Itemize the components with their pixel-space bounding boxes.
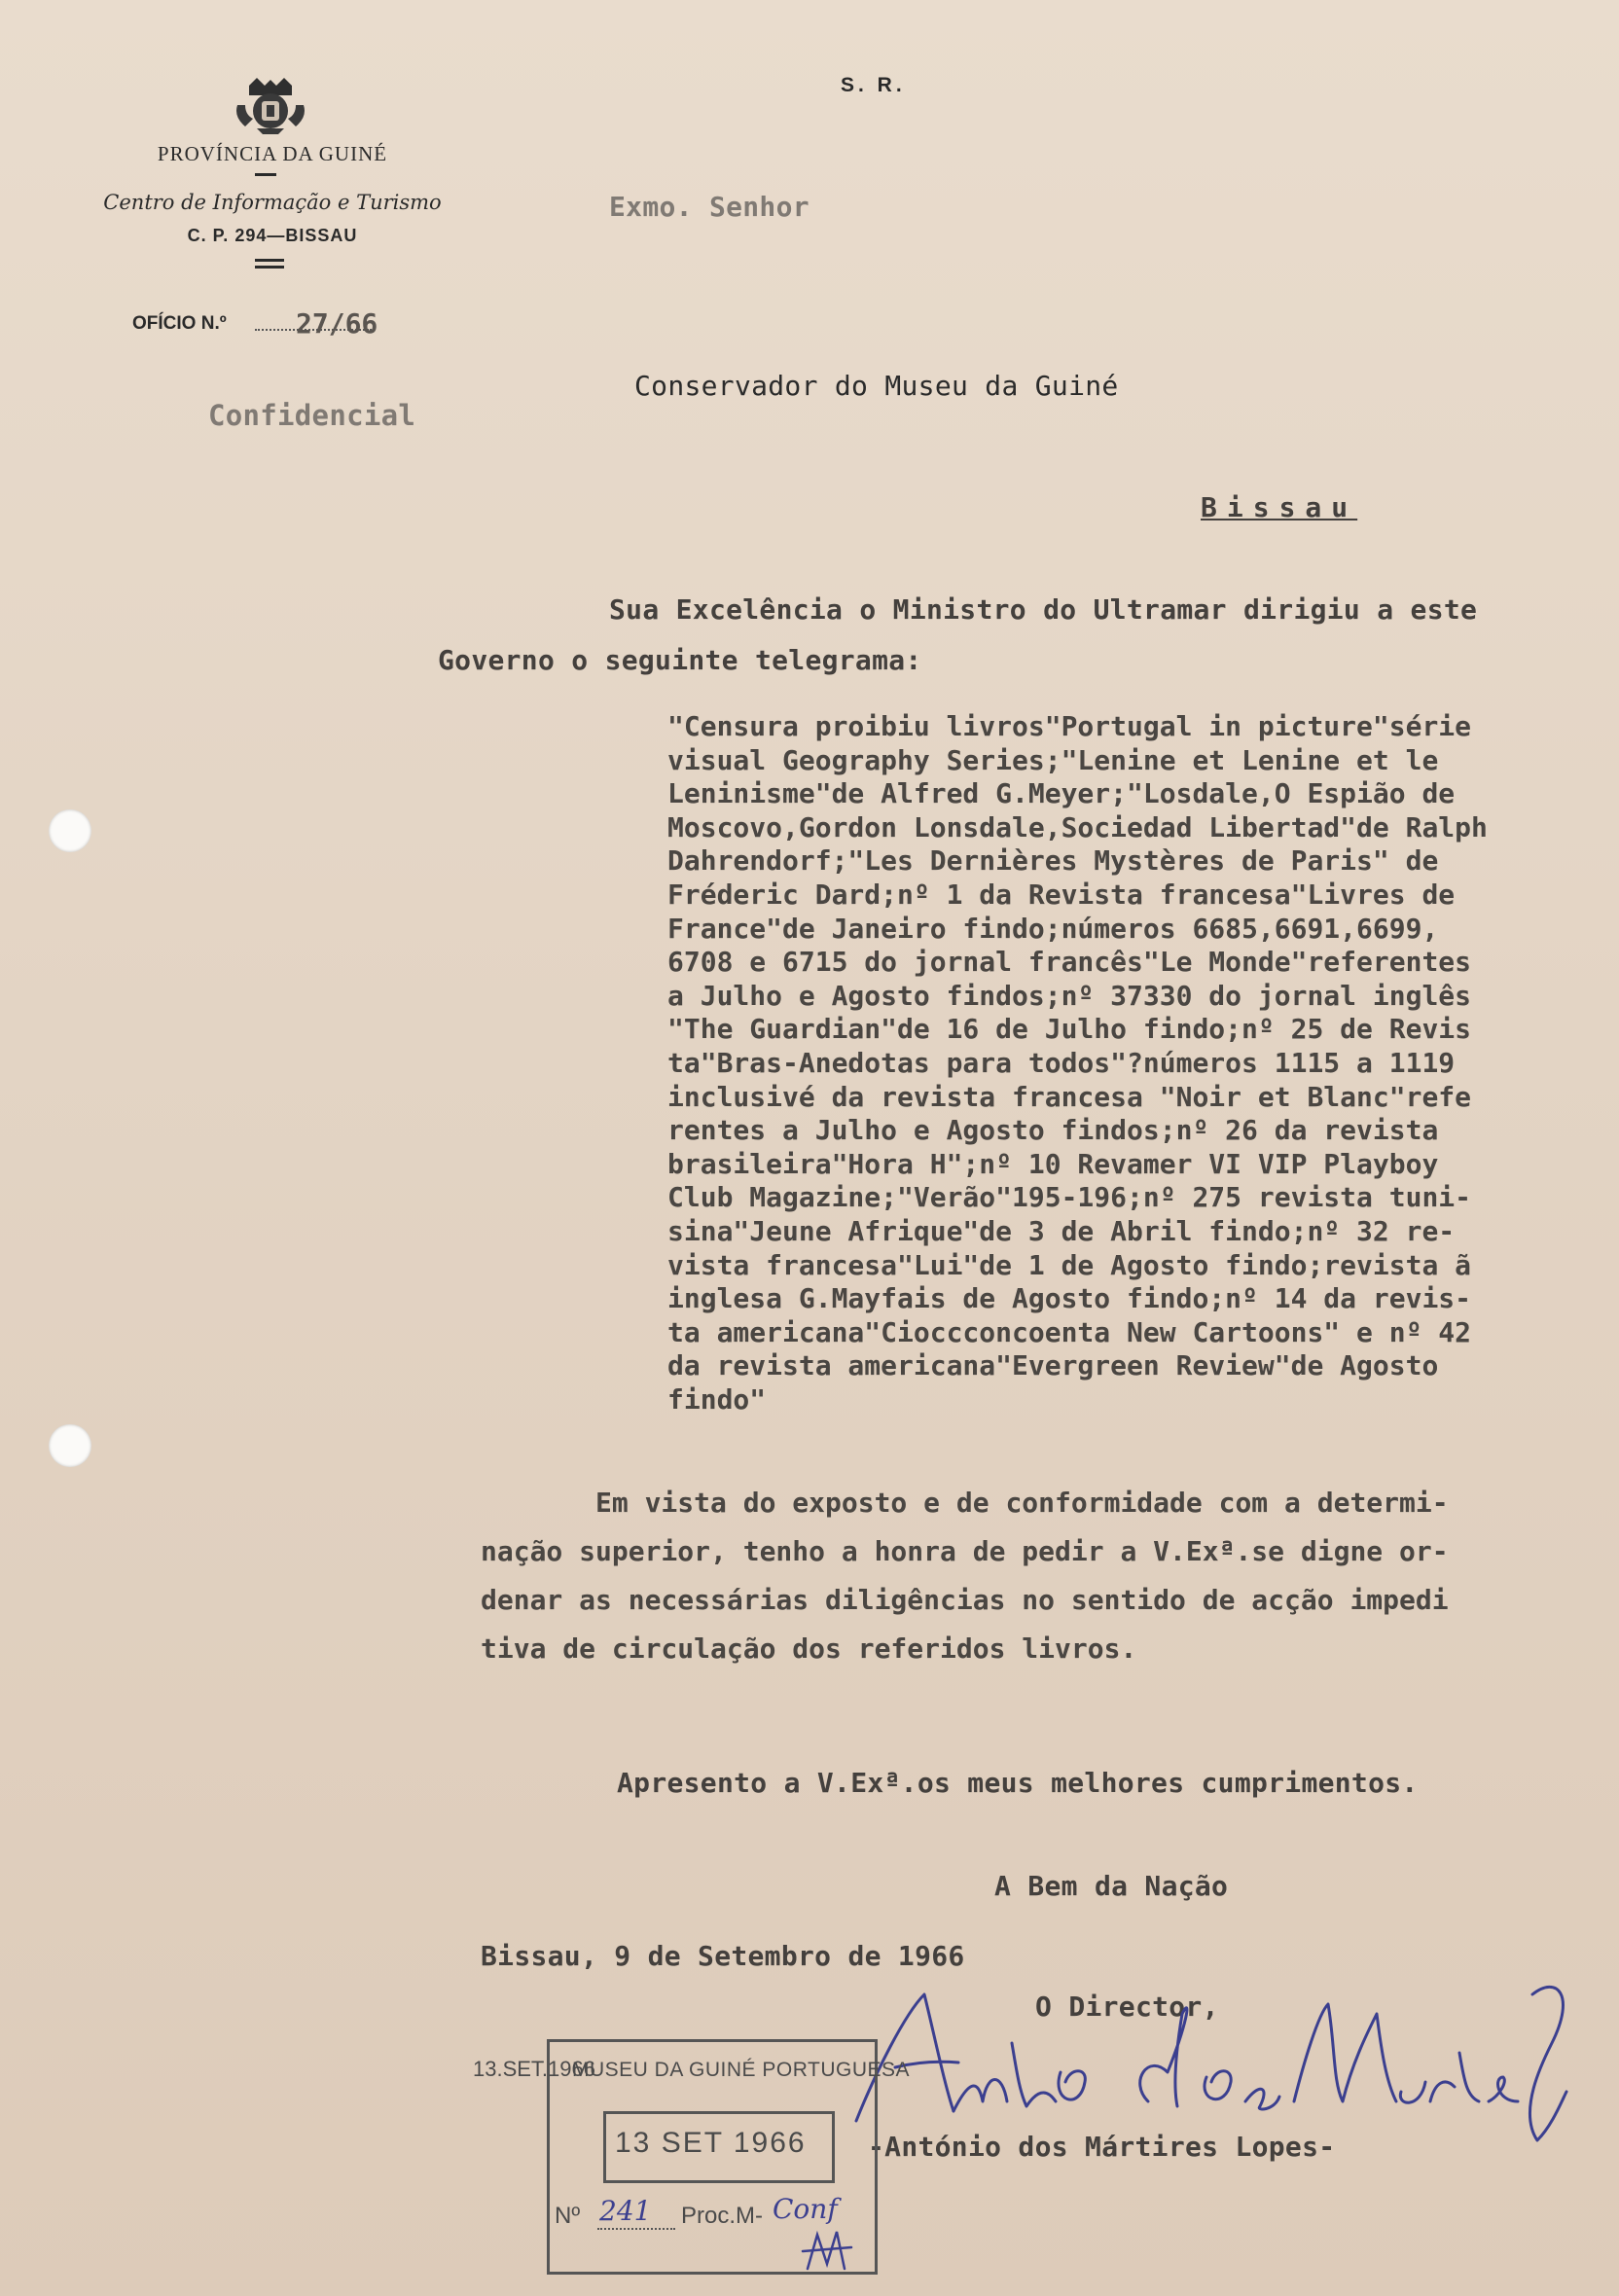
body-line: nação superior, tenho a honra de pedir a V.Exª.se digne or- [481, 1535, 1449, 1567]
telegram-line: sina"Jeune Afrique"de 3 de Abril findo;nº 32 re- [667, 1214, 1456, 1247]
handwritten-signature [837, 1955, 1605, 2160]
stamp-proc-label: Proc.M- [681, 2203, 763, 2229]
letterhead-divider [255, 259, 284, 262]
oficio-label: OFÍCIO N.º [132, 313, 227, 334]
stamp-date: 13 SET 1966 [615, 2127, 807, 2159]
telegram-line: ta americana"Cioccconcoenta New Cartoons" e nº 42 [667, 1315, 1472, 1348]
telegram-line: findo" [667, 1382, 767, 1416]
body-line: Em vista do exposto e de conformidade com a determi- [481, 1487, 1449, 1519]
stamp-dotted-line [597, 2228, 675, 2230]
stamp-no-value: 241 [599, 2195, 652, 2227]
telegram-line: Fréderic Dard;nº 1 da Revista francesa"Livres de [667, 878, 1456, 911]
telegram-line: rentes a Julho e Agosto findos;nº 26 da revista [667, 1114, 1439, 1147]
closing: Apresento a V.Exª.os meus melhores cumprimentos. [617, 1767, 1419, 1799]
motto: A Bem da Nação [994, 1870, 1229, 1902]
salutation: Exmo. Senhor [609, 191, 810, 223]
telegram-line: Club Magazine;"Verão"195-196;nº 275 revista tuni- [667, 1181, 1472, 1214]
telegram-line: visual Geography Series;"Lenine et Lenine et le [667, 743, 1439, 776]
telegram-line: vista francesa"Lui"de 1 de Agosto findo;revista ã [667, 1248, 1472, 1281]
signatory-name: -António dos Mártires Lopes- [868, 2131, 1336, 2163]
stamp-proc-value: Conf [773, 2193, 838, 2225]
telegram-line: Moscovo,Gordon Lonsdale,Sociedad Libertad"de Ralph [667, 810, 1488, 843]
classification: Confidencial [208, 399, 416, 432]
letterhead-divider [255, 173, 276, 176]
coat-of-arms-icon [232, 76, 309, 136]
telegram-line: ta"Bras-Anedotas para todos"?números 1115 a 1119 [667, 1046, 1456, 1079]
telegram-line: a Julho e Agosto findos;nº 37330 do jornal inglês [667, 979, 1472, 1012]
telegram-line: brasileira"Hora H";nº 10 Revamer VI VIP Playboy [667, 1147, 1439, 1180]
letterhead-address: C. P. 294—BISSAU [187, 226, 358, 245]
telegram-line: "Censura proibiu livros"Portugal in picture"série [667, 710, 1472, 742]
telegram-line: "The Guardian"de 16 de Julho findo;nº 25 de Revis [667, 1013, 1472, 1046]
intro-line: Governo o seguinte telegrama: [438, 644, 922, 676]
oficio-number: 27/66 [296, 307, 378, 340]
initials-mark [798, 2220, 856, 2278]
letterhead-province: PROVÍNCIA DA GUINÉ [157, 142, 388, 165]
punch-hole-bottom [49, 1424, 91, 1467]
telegram-line: Dahrendorf;"Les Dernières Mystères de Paris" de [667, 844, 1439, 878]
telegram-line: 6708 e 6715 do jornal francês"Le Monde"referentes [667, 946, 1472, 979]
letterhead-centro: Centro de Informação e Turismo [103, 191, 442, 214]
stamp-institution: MUSEU DA GUINÉ PORTUGUESA [572, 2059, 911, 2081]
telegram-line: France"de Janeiro findo;números 6685,6691,6699, [667, 912, 1439, 945]
stamp-no-label: Nº [555, 2203, 581, 2229]
addressee-city: Bissau [1201, 491, 1358, 523]
punch-hole-top [49, 809, 91, 852]
body-line: denar as necessárias diligências no sentido de acção impedi [481, 1584, 1449, 1616]
letterhead-divider [255, 266, 284, 269]
telegram-line: Leninisme"de Alfred G.Meyer;"Losdale,O Espião de [667, 777, 1456, 810]
signatory-role: O Director, [1035, 1991, 1219, 2023]
addressee-title: Conservador do Museu da Guiné [634, 370, 1119, 402]
place-date: Bissau, 9 de Setembro de 1966 [481, 1940, 965, 1972]
request-paragraph [481, 1479, 1449, 1673]
intro-line: Sua Excelência o Ministro do Ultramar dirigiu a este [609, 593, 1478, 626]
telegram-line: inglesa G.Mayfais de Agosto findo;nº 14 da revis- [667, 1282, 1472, 1315]
stamp-date-left: 13.SET.1966 [473, 2057, 595, 2081]
telegram-line: da revista americana"Evergreen Review"de Agosto [667, 1349, 1439, 1382]
sr-mark: S. R. [841, 74, 906, 96]
body-line: tiva de circulação dos referidos livros. [481, 1632, 1137, 1665]
telegram-text [667, 710, 1611, 1417]
telegram-line: inclusivé da revista francesa "Noir et Blanc"refe [667, 1080, 1472, 1113]
